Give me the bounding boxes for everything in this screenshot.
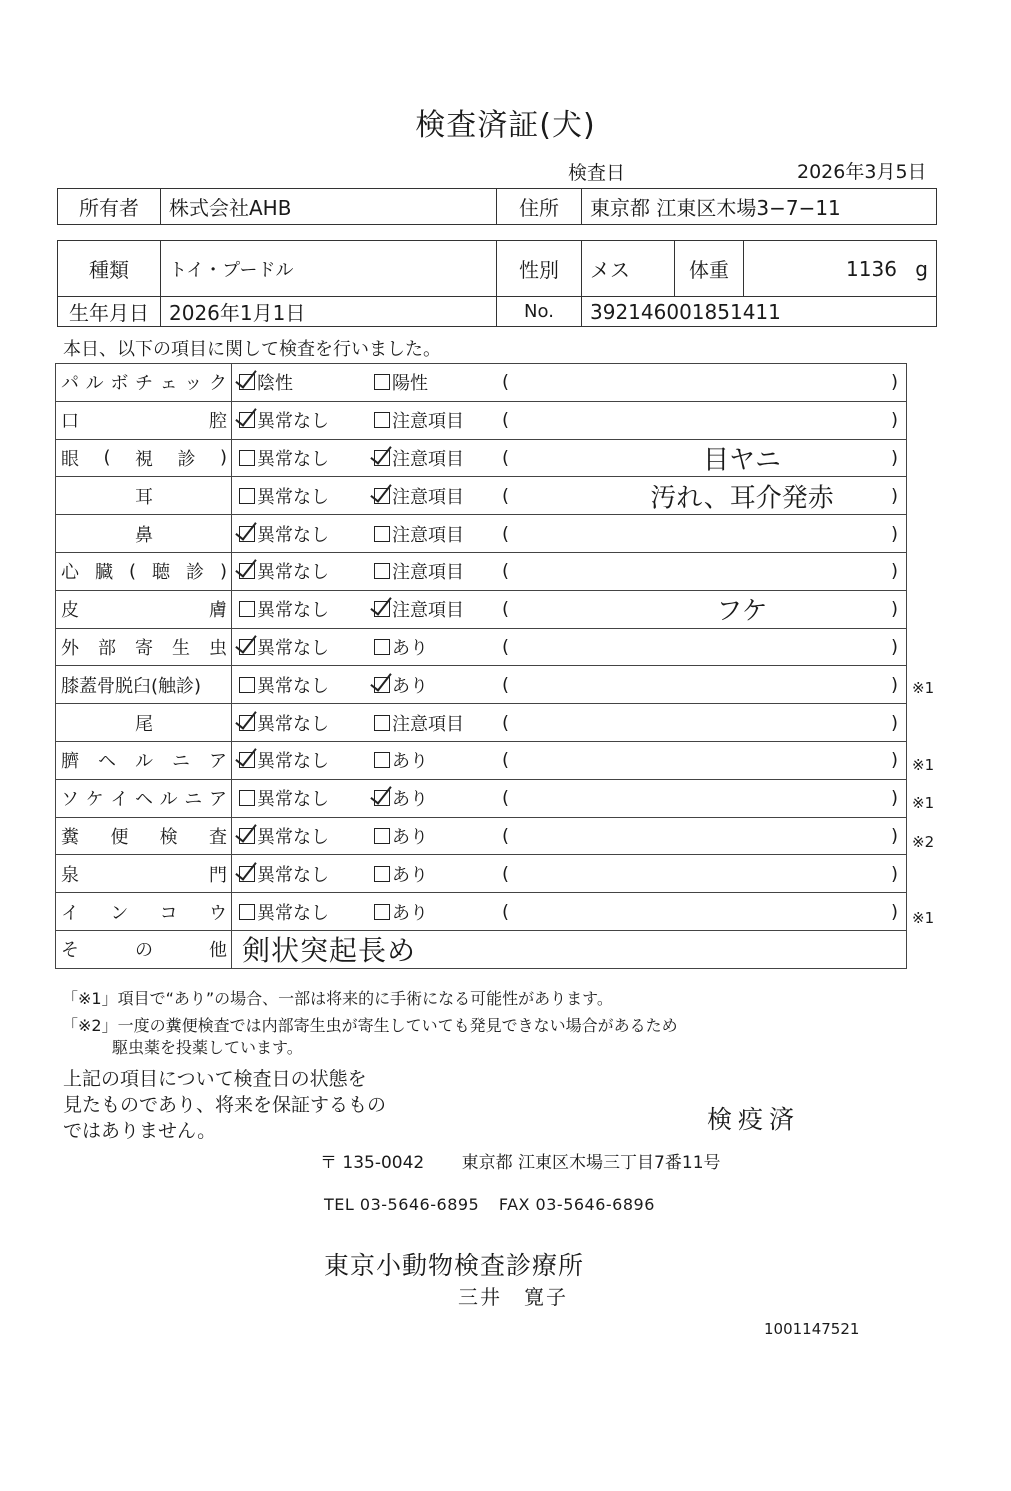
option-normal[interactable] [239,407,329,433]
check-row [56,439,907,477]
paren-open: ( [502,712,510,734]
option-label: 異常なし [257,600,329,622]
option-abnormal[interactable] [374,558,464,584]
check-options [232,893,907,931]
check-item-char: 鼻 [135,524,153,546]
option-abnormal[interactable] [374,861,428,887]
check-item-char: 膚 [209,600,227,622]
check-item-char: ボ [110,373,129,395]
check-item-label [61,747,227,773]
disclaimer-line-2: 見たものであり、将来を保証するもの [63,1094,387,1116]
handwritten-note: 目ヤニ [702,445,781,476]
check-item-label [61,899,227,925]
checkbox-icon[interactable] [374,526,390,542]
handwritten-note: 汚れ、耳介発赤 [650,483,834,514]
footnote-marker: ※1 [912,909,935,928]
sex-label: 性別 [497,241,582,297]
paren-close: ) [890,636,898,658]
check-item-char: 心 [61,562,79,584]
option-abnormal[interactable] [374,407,464,433]
address-value: 東京都 江東区木場3−7−11 [582,189,937,225]
paren-close: ) [890,863,898,885]
check-item-char: ウ [208,902,227,924]
check-item-label [61,483,227,509]
exam-date-label: 検査日 [568,162,626,184]
check-item-name [56,930,232,968]
footnote-marker: ※1 [912,679,935,698]
clinic-postal: 〒 135-0042 [320,1153,425,1173]
paren-open: ( [502,863,510,885]
check-item-char: ケ [85,789,104,811]
check-item-name [56,401,232,439]
check-item-char: 尾 [135,713,153,735]
checkbox-checked-icon[interactable] [239,752,255,768]
option-abnormal[interactable] [374,634,428,660]
paren-open: ( [502,447,510,469]
checkbox-checked-icon[interactable] [239,412,255,428]
option-label: 注意項目 [392,562,464,584]
checkbox-icon[interactable] [374,563,390,579]
check-row-other [56,930,907,968]
check-row [56,552,907,590]
handwritten-other-note: 剣状突起長め [242,934,417,968]
check-item-char: 眼 [61,448,79,470]
checkbox-icon[interactable] [239,450,255,466]
option-abnormal[interactable] [374,483,464,509]
check-item-char: ン [110,902,129,924]
checkbox-checked-icon[interactable] [239,563,255,579]
check-item-label [61,445,227,471]
option-label: 注意項目 [392,713,464,735]
pet-table [57,240,937,327]
check-row [56,364,907,402]
other-notes-cell [232,930,907,968]
check-item-char: ェ [159,373,178,395]
paren-close: ) [890,409,898,431]
check-item-char: 聴 [151,562,170,584]
disclaimer-line-3: ではありません。 [63,1120,217,1142]
paren-close: ) [890,371,898,393]
check-item-char: ) [219,560,227,582]
check-item-label [61,407,227,433]
checkbox-icon[interactable] [239,677,255,693]
check-item-char: 膝蓋骨脱臼(触診) [61,675,202,697]
check-item-label [61,672,227,698]
quarantine-stamp: 検疫済 [707,1105,801,1134]
option-label: あり [392,789,428,811]
option-normal[interactable] [239,596,329,622]
check-item-label [61,823,227,849]
option-label: 異常なし [257,751,329,773]
paren-close: ) [890,598,898,620]
check-item-name [56,817,232,855]
check-item-char: ッ [184,373,203,395]
checkbox-icon[interactable] [374,412,390,428]
check-options [232,552,907,590]
checkbox-icon[interactable] [374,828,390,844]
check-row [56,704,907,742]
check-item-char: 検 [159,826,178,848]
owner-table [57,188,937,225]
footnote-marker: ※2 [912,832,935,851]
paren-open: ( [502,636,510,658]
option-label: 異常なし [257,411,329,433]
option-normal[interactable] [239,710,329,736]
option-label: 異常なし [257,486,329,508]
option-abnormal[interactable] [374,521,464,547]
check-options [232,515,907,553]
option-label: 注意項目 [392,524,464,546]
option-label: 異常なし [257,826,329,848]
check-item-name [56,590,232,628]
check-item-char: ソ [61,789,79,811]
check-item-char: チ [134,373,153,395]
checkbox-checked-icon[interactable] [239,374,255,390]
footnote-2-line1: 「※2」一度の糞便検査では内部寄生虫が寄生していても発見できない場合があるため [62,1016,678,1035]
check-item-char: 視 [135,448,153,470]
check-options [232,628,907,666]
check-item-char: ク [208,373,227,395]
check-item-label [61,369,227,395]
check-item-char: 診 [177,448,196,470]
option-label: あり [392,751,428,773]
paren-open: ( [502,787,510,809]
check-row [56,855,907,893]
checkbox-icon[interactable] [374,715,390,731]
check-item-char: 耳 [135,486,153,508]
check-item-char: 診 [185,562,204,584]
option-abnormal[interactable] [374,823,428,849]
check-row [56,515,907,553]
checkbox-checked-icon[interactable] [374,488,390,504]
checkbox-icon[interactable] [374,752,390,768]
check-item-char: パ [61,373,79,395]
checkbox-icon[interactable] [374,639,390,655]
option-label: 注意項目 [392,411,464,433]
option-normal[interactable] [239,672,329,698]
check-item-name [56,439,232,477]
check-options [232,590,907,628]
check-options [232,704,907,742]
check-item-char: ル [85,373,104,395]
check-item-char: 皮 [61,600,79,622]
check-item-char: ヘ [134,789,153,811]
check-item-char: 臍 [61,751,79,773]
check-item-name [56,779,232,817]
check-item-char: ル [135,751,153,773]
option-label: あり [392,675,428,697]
clinic-address-line [320,1148,721,1173]
check-item-char: 泉 [61,864,79,886]
check-row [56,893,907,931]
option-label: 異常なし [257,902,329,924]
check-item-label [61,521,227,547]
check-item-name [56,666,232,704]
check-row [56,477,907,515]
option-normal[interactable] [239,369,293,395]
check-options [232,364,907,402]
paren-open: ( [502,409,510,431]
paren-open: ( [502,901,510,923]
sex-value: メス [582,241,675,297]
check-item-char: 外 [61,637,79,659]
check-options [232,401,907,439]
option-abnormal[interactable] [374,672,428,698]
check-options [232,741,907,779]
check-row [56,817,907,855]
checkbox-icon[interactable] [239,488,255,504]
option-normal[interactable] [239,823,329,849]
checkbox-icon[interactable] [374,374,390,390]
option-abnormal[interactable] [374,710,464,736]
check-item-label [61,558,227,584]
disclaimer [63,1066,386,1144]
option-abnormal[interactable] [374,596,464,622]
checkbox-checked-icon[interactable] [239,828,255,844]
disclaimer-line-1: 上記の項目について検査日の状態を [63,1068,367,1090]
check-item-label [61,634,227,660]
check-item-name [56,364,232,402]
option-abnormal[interactable] [374,747,428,773]
checkbox-icon[interactable] [239,790,255,806]
check-options [232,817,907,855]
option-normal[interactable] [239,483,329,509]
serial-number: 1001147521 [764,1320,860,1338]
owner-label: 所有者 [58,189,161,225]
intro-text: 本日、以下の項目に関して検査を行いました。 [63,339,441,360]
checkbox-checked-icon[interactable] [239,639,255,655]
paren-open: ( [502,523,510,545]
option-label: あり [392,826,428,848]
option-label: 異常なし [257,675,329,697]
check-options [232,666,907,704]
check-item-char: の [135,940,153,962]
option-normal[interactable] [239,899,329,925]
check-item-char: 生 [172,637,190,659]
no-value: 392146001851411 [582,297,937,327]
document-title: 検査済証(犬) [415,108,596,143]
checkbox-icon[interactable] [239,904,255,920]
breed-value: トイ・プードル [161,241,497,297]
weight-cell [744,241,937,297]
check-item-char: ニ [184,789,203,811]
check-item-char: ル [159,789,178,811]
weight-unit: g [915,256,928,281]
paren-close: ) [890,749,898,771]
address-label: 住所 [497,189,582,225]
option-normal[interactable] [239,861,329,887]
check-item-char: 臓 [94,562,113,584]
check-item-char: 他 [209,940,227,962]
option-abnormal[interactable] [374,445,464,471]
check-item-char: ニ [172,751,190,773]
check-row [56,779,907,817]
checkbox-checked-icon[interactable] [374,790,390,806]
check-item-name [56,515,232,553]
paren-close: ) [890,560,898,582]
option-label: 注意項目 [392,448,464,470]
dob-value: 2026年1月1日 [161,297,497,327]
check-item-char: ) [219,447,227,469]
check-item-name [56,741,232,779]
check-item-char: イ [61,902,79,924]
check-item-char: 便 [110,826,129,848]
paren-close: ) [890,825,898,847]
weight-label: 体重 [675,241,744,297]
vet-name: 三井 寛子 [458,1285,568,1309]
check-item-char: そ [61,940,79,962]
paren-open: ( [502,674,510,696]
check-item-name [56,628,232,666]
clinic-name: 東京小動物検査診療所 [324,1251,585,1280]
option-label: 異常なし [257,562,329,584]
check-item-name [56,477,232,515]
footnote-marker: ※1 [912,794,935,813]
option-label: あり [392,864,428,886]
paren-close: ) [890,787,898,809]
clinic-tel: TEL 03-5646-6895 [324,1195,480,1214]
paren-close: ) [890,712,898,734]
clinic-address: 東京都 江東区木場三丁目7番11号 [461,1153,721,1173]
option-normal[interactable] [239,558,329,584]
checkbox-checked-icon[interactable] [239,715,255,731]
check-row [56,590,907,628]
check-item-label [61,710,227,736]
paren-close: ) [890,674,898,696]
paren-open: ( [502,371,510,393]
check-item-char: イ [110,789,129,811]
option-label: 陽性 [392,373,428,395]
checkbox-checked-icon[interactable] [374,677,390,693]
check-item-name [56,552,232,590]
option-normal[interactable] [239,785,329,811]
handwritten-note: フケ [716,596,768,627]
check-options [232,477,907,515]
option-label: 異常なし [257,789,329,811]
check-row [56,628,907,666]
paren-open: ( [502,598,510,620]
check-item-char: 腔 [209,411,227,433]
option-abnormal[interactable] [374,899,428,925]
exam-date: 2026年3月5日 [797,161,927,183]
checkbox-icon[interactable] [239,601,255,617]
option-label: 陰性 [257,373,293,395]
breed-label: 種類 [58,241,161,297]
owner-value: 株式会社AHB [161,189,497,225]
checkbox-checked-icon[interactable] [374,601,390,617]
paren-open: ( [502,749,510,771]
check-item-label [61,861,227,887]
check-item-name [56,855,232,893]
paren-open: ( [502,485,510,507]
option-label: 異常なし [257,713,329,735]
paren-close: ) [890,447,898,469]
check-options [232,855,907,893]
check-options [232,439,907,477]
option-normal[interactable] [239,634,329,660]
option-normal[interactable] [239,521,329,547]
dob-label: 生年月日 [58,297,161,327]
paren-close: ) [890,485,898,507]
option-label: あり [392,637,428,659]
check-item-char: 口 [61,411,79,433]
paren-close: ) [890,901,898,923]
check-item-char: ア [208,789,227,811]
option-abnormal[interactable] [374,369,428,395]
check-item-char: コ [159,902,178,924]
paren-open: ( [502,560,510,582]
option-normal[interactable] [239,445,329,471]
option-label: 注意項目 [392,600,464,622]
check-item-char: 査 [208,826,227,848]
check-item-label [61,936,227,962]
check-table [55,363,907,969]
footnote-2-line2: 駆虫薬を投薬しています。 [112,1038,303,1057]
check-item-char: ( [128,560,136,582]
weight-value: 1136 [846,256,897,281]
checkbox-checked-icon[interactable] [239,526,255,542]
option-label: 異常なし [257,864,329,886]
check-row [56,666,907,704]
check-item-name [56,893,232,931]
check-item-char: ヘ [98,751,116,773]
clinic-fax: FAX 03-5646-6896 [498,1195,655,1214]
checkbox-icon[interactable] [374,866,390,882]
check-row [56,401,907,439]
footnote-marker: ※1 [912,756,935,774]
check-item-char: 門 [209,864,227,886]
option-label: 異常なし [257,637,329,659]
no-label: No. [497,297,582,327]
check-options [232,779,907,817]
checkbox-icon[interactable] [374,904,390,920]
paren-close: ) [890,523,898,545]
check-item-char: 寄 [135,637,153,659]
check-item-char: 虫 [209,637,227,659]
check-item-label [61,785,227,811]
option-abnormal[interactable] [374,785,428,811]
clinic-contact [324,1195,655,1214]
check-item-char: 糞 [61,826,79,848]
option-label: 注意項目 [392,486,464,508]
check-item-name [56,704,232,742]
check-row [56,741,907,779]
paren-open: ( [502,825,510,847]
option-label: 異常なし [257,448,329,470]
check-item-char: ア [209,751,227,773]
check-item-label [61,596,227,622]
checkbox-checked-icon[interactable] [239,866,255,882]
checkbox-checked-icon[interactable] [374,450,390,466]
check-item-char: ( [103,447,111,469]
footnote-1: 「※1」項目で“あり”の場合、一部は将来的に手術になる可能性があります。 [62,989,613,1008]
option-normal[interactable] [239,747,329,773]
option-label: 異常なし [257,524,329,546]
option-label: あり [392,902,428,924]
check-item-char: 部 [98,637,116,659]
